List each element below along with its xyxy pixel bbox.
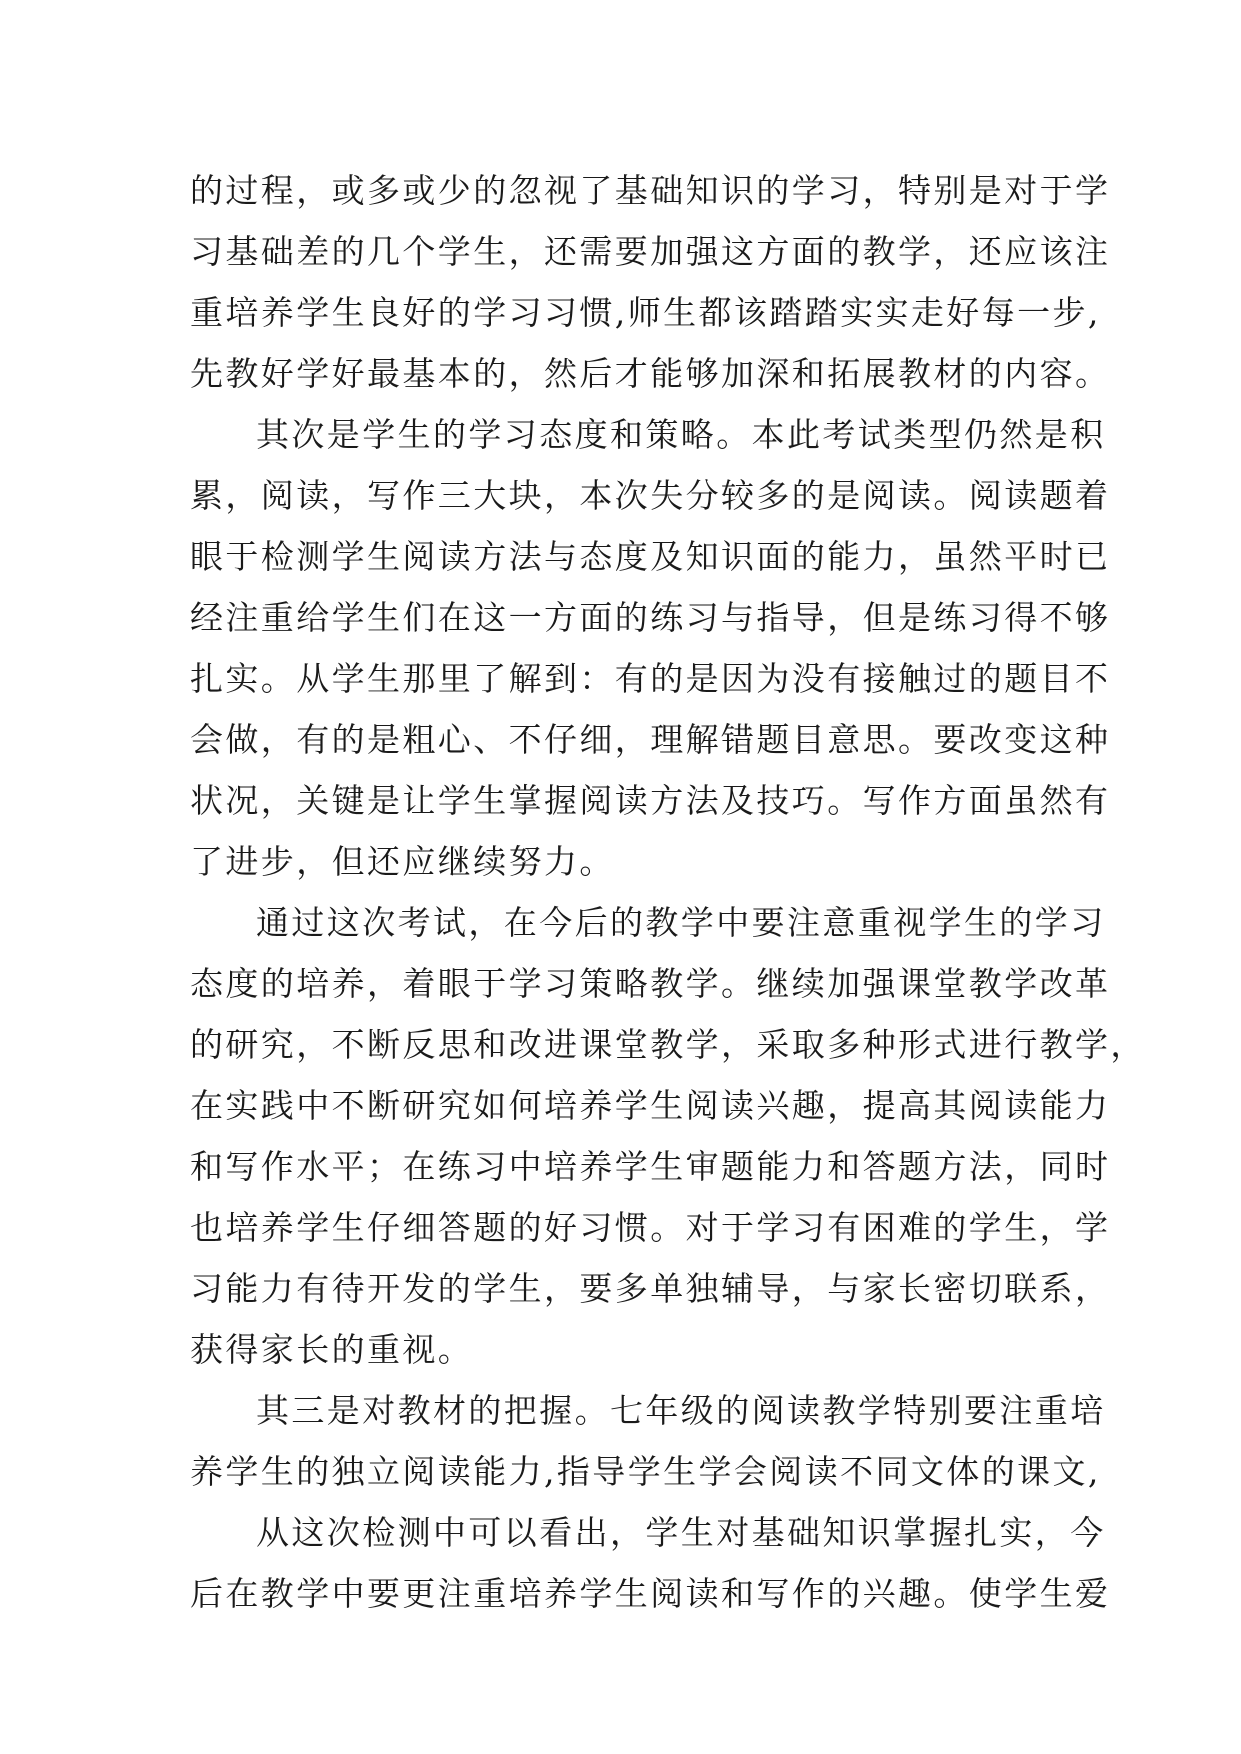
text-line: 重培养学生良好的学习习惯,师生都该踏踏实实走好每一步, <box>190 293 1101 332</box>
text-line: 会做，有的是粗心、不仔细，理解错题目意思。要改变这种 <box>190 720 1111 759</box>
text-line: 先教好学好最基本的，然后才能够加深和拓展教材的内容。 <box>190 354 1111 393</box>
paragraph-first-line: 其次是学生的学习态度和策略。本此考试类型仍然是积 <box>256 415 1106 454</box>
text-line: 状况，关键是让学生掌握阅读方法及技巧。写作方面虽然有 <box>190 781 1111 820</box>
text-line: 获得家长的重视。 <box>190 1330 474 1369</box>
text-line: 在实践中不断研究如何培养学生阅读兴趣，提高其阅读能力 <box>190 1086 1111 1125</box>
text-line: 经注重给学生们在这一方面的练习与指导，但是练习得不够 <box>190 598 1111 637</box>
text-line: 后在教学中要更注重培养学生阅读和写作的兴趣。使学生爱 <box>190 1574 1111 1613</box>
text-line: 习基础差的几个学生，还需要加强这方面的教学，还应该注 <box>190 232 1111 271</box>
text-line: 养学生的独立阅读能力,指导学生学会阅读不同文体的课文, <box>190 1452 1101 1491</box>
text-line: 的过程，或多或少的忽视了基础知识的学习，特别是对于学 <box>190 171 1111 210</box>
text-line: 累，阅读，写作三大块，本次失分较多的是阅读。阅读题着 <box>190 476 1111 515</box>
text-line: 了进步，但还应继续努力。 <box>190 842 615 881</box>
paragraph-first-line: 其三是对教材的把握。七年级的阅读教学特别要注重培 <box>256 1391 1106 1430</box>
text-line: 的研究，不断反思和改进课堂教学，采取多种形式进行教学， <box>190 1025 1146 1064</box>
text-line: 扎实。从学生那里了解到：有的是因为没有接触过的题目不 <box>190 659 1111 698</box>
text-line: 眼于检测学生阅读方法与态度及知识面的能力，虽然平时已 <box>190 537 1111 576</box>
text-line: 和写作水平；在练习中培养学生审题能力和答题方法，同时 <box>190 1147 1111 1186</box>
body-text <box>190 160 1146 1624</box>
text-line: 态度的培养，着眼于学习策略教学。继续加强课堂教学改革 <box>190 964 1111 1003</box>
text-line: 习能力有待开发的学生，要多单独辅导，与家长密切联系， <box>190 1269 1111 1308</box>
paragraph-first-line: 通过这次考试，在今后的教学中要注意重视学生的学习 <box>256 903 1106 942</box>
text-line: 也培养学生仔细答题的好习惯。对于学习有困难的学生，学 <box>190 1208 1111 1247</box>
paragraph-first-line: 从这次检测中可以看出，学生对基础知识掌握扎实，今 <box>256 1513 1106 1552</box>
